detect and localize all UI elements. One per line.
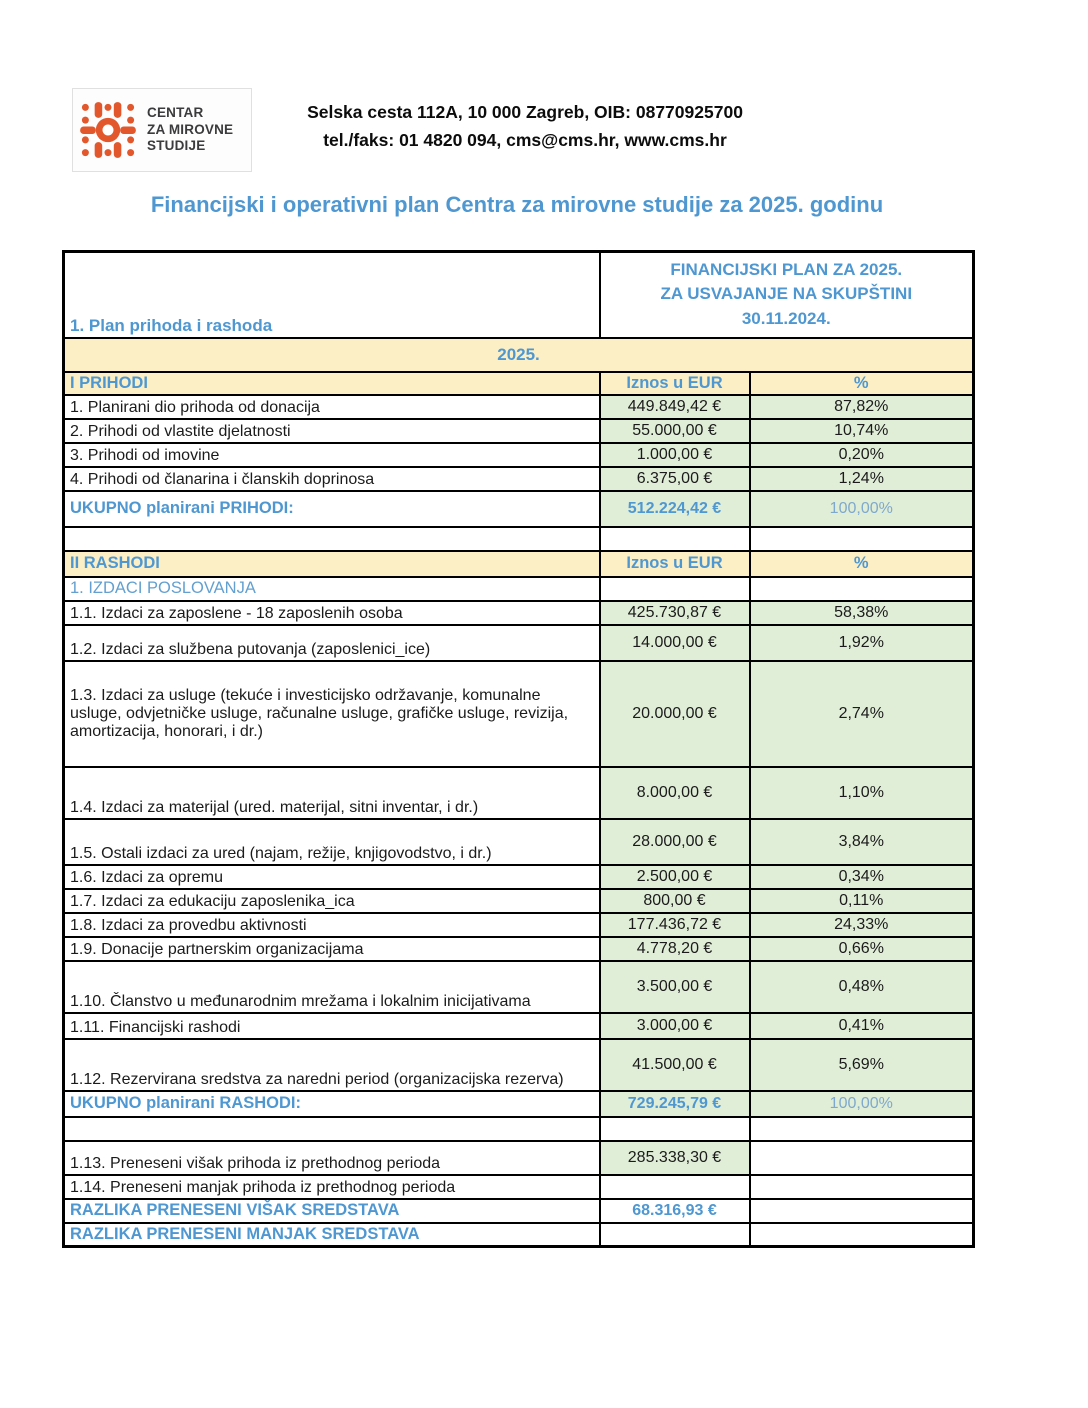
year-row	[64, 338, 974, 372]
row-label: 1.9. Donacije partnerskim organizacijama	[64, 937, 600, 961]
row-label: 1.1. Izdaci za zaposlene - 18 zaposlenih osoba	[64, 601, 600, 625]
row-percent: 87,82%	[750, 395, 974, 419]
row-percent: 3,84%	[750, 819, 974, 865]
spacer-row	[64, 527, 974, 551]
row-percent: 0,41%	[750, 1013, 974, 1039]
year-label: 2025.	[64, 338, 974, 372]
row-label: 1.14. Preneseni manjak prihoda iz prethodnog perioda	[64, 1175, 600, 1199]
row-percent	[750, 1175, 974, 1199]
row-percent: 0,34%	[750, 865, 974, 889]
table-row	[64, 551, 974, 577]
table-row	[64, 913, 974, 937]
row-amount	[600, 577, 750, 601]
address-line-2: tel./faks: 01 4820 094, cms@cms.hr, www.cms.hr	[323, 130, 727, 151]
row-percent	[750, 1141, 974, 1175]
row-amount	[600, 527, 750, 551]
plan-header	[600, 252, 974, 338]
row-label: 1.2. Izdaci za službena putovanja (zaposlenici_ice)	[64, 625, 600, 661]
table-row	[64, 819, 974, 865]
row-label: 1.5. Ostali izdaci za ured (najam, režije, knjigovodstvo, i dr.)	[64, 819, 600, 865]
total-label: UKUPNO planirani PRIHODI:	[64, 491, 600, 527]
row-percent	[750, 527, 974, 551]
row-amount: 8.000,00 €	[600, 767, 750, 819]
row-amount: 55.000,00 €	[600, 419, 750, 443]
row-percent: 0,48%	[750, 961, 974, 1013]
table-row	[64, 865, 974, 889]
row-amount	[600, 1117, 750, 1141]
org-contact-block	[255, 98, 795, 155]
subsection-label: 1. IZDACI POSLOVANJA	[64, 577, 600, 601]
table-row	[64, 1141, 974, 1175]
row-label: 1.11. Financijski rashodi	[64, 1013, 600, 1039]
row-percent: 1,10%	[750, 767, 974, 819]
row-percent: 10,74%	[750, 419, 974, 443]
plan-header-line: ZA USVAJANJE NA SKUPŠTINI	[660, 284, 913, 304]
total-percent: 100,00%	[750, 1091, 974, 1117]
row-amount: 1.000,00 €	[600, 443, 750, 467]
plan-header-line: 30.11.2024.	[741, 309, 831, 329]
row-amount: 6.375,00 €	[600, 467, 750, 491]
row-label: 1.10. Članstvo u međunarodnim mrežama i lokalnim inicijativama	[64, 961, 600, 1013]
table-header-row	[64, 252, 974, 338]
row-label: 4. Prihodi od članarina i članskih doprinosa	[64, 467, 600, 491]
table-row	[64, 1175, 974, 1199]
org-name-line: STUDIJE	[147, 138, 206, 154]
row-label: RAZLIKA PRENESENI MANJAK SREDSTAVA	[64, 1223, 600, 1247]
row-percent: 5,69%	[750, 1039, 974, 1091]
row-amount: 3.500,00 €	[600, 961, 750, 1013]
row-percent	[750, 577, 974, 601]
row-label	[64, 1117, 600, 1141]
row-label: 3. Prihodi od imovine	[64, 443, 600, 467]
cms-logo-icon	[79, 101, 137, 159]
row-amount: 68.316,93 €	[600, 1199, 750, 1223]
row-amount: 425.730,87 €	[600, 601, 750, 625]
difference-row	[64, 1199, 974, 1223]
column-header-percent: %	[750, 372, 974, 395]
document-title: Financijski i operativni plan Centra za mirovne studije za 2025. godinu	[150, 192, 884, 217]
table-row	[64, 395, 974, 419]
financial-plan-table	[62, 250, 975, 1248]
table-row	[64, 625, 974, 661]
org-name-line: ZA MIROVNE	[147, 121, 234, 137]
row-percent: 0,66%	[750, 937, 974, 961]
column-header-percent: %	[750, 551, 974, 577]
row-amount: 20.000,00 €	[600, 661, 750, 767]
row-amount	[600, 1175, 750, 1199]
table-row	[64, 937, 974, 961]
row-label: 2. Prihodi od vlastite djelatnosti	[64, 419, 600, 443]
section-header: II RASHODI	[64, 551, 600, 577]
total-row	[64, 491, 974, 527]
row-percent: 1,92%	[750, 625, 974, 661]
total-percent: 100,00%	[750, 491, 974, 527]
row-amount: 14.000,00 €	[600, 625, 750, 661]
row-percent: 1,24%	[750, 467, 974, 491]
table-row	[64, 1039, 974, 1091]
difference-row	[64, 1223, 974, 1247]
column-header-amount: Iznos u EUR	[600, 372, 750, 395]
row-percent	[750, 1117, 974, 1141]
row-label: RAZLIKA PRENESENI VIŠAK SREDSTAVA	[64, 1199, 600, 1223]
section-header: I PRIHODI	[64, 372, 600, 395]
row-label	[64, 527, 600, 551]
row-label: 1.8. Izdaci za provedbu aktivnosti	[64, 913, 600, 937]
address-line-1: Selska cesta 112A, 10 000 Zagreb, OIB: 08770925700	[307, 102, 743, 122]
table-row	[64, 661, 974, 767]
row-label: 1.4. Izdaci za materijal (ured. materijal, sitni inventar, i dr.)	[64, 767, 600, 819]
row-label: 1.12. Rezervirana sredstva za naredni period (organizacijska rezerva)	[64, 1039, 600, 1091]
spacer-row	[64, 1117, 974, 1141]
row-amount	[600, 1223, 750, 1247]
org-name	[147, 105, 233, 154]
row-amount: 2.500,00 €	[600, 865, 750, 889]
table-row	[64, 961, 974, 1013]
plan-header-line: FINANCIJSKI PLAN ZA 2025.	[670, 259, 903, 279]
column-header-amount: Iznos u EUR	[600, 551, 750, 577]
total-label: UKUPNO planirani RASHODI:	[64, 1091, 600, 1117]
row-amount: 3.000,00 €	[600, 1013, 750, 1039]
subsection-row	[64, 577, 974, 601]
row-amount: 177.436,72 €	[600, 913, 750, 937]
row-amount: 285.338,30 €	[600, 1141, 750, 1175]
row-amount: 41.500,00 €	[600, 1039, 750, 1091]
row-amount: 800,00 €	[600, 889, 750, 913]
row-amount: 449.849,42 €	[600, 395, 750, 419]
total-row	[64, 1091, 974, 1117]
row-percent: 0,20%	[750, 443, 974, 467]
row-percent	[750, 1199, 974, 1223]
row-label: 1. Planirani dio prihoda od donacija	[64, 395, 600, 419]
row-percent: 0,11%	[750, 889, 974, 913]
row-percent: 2,74%	[750, 661, 974, 767]
corner-label: 1. Plan prihoda i rashoda	[64, 252, 600, 338]
row-label: 1.13. Preneseni višak prihoda iz prethodnog perioda	[64, 1141, 600, 1175]
table-row	[64, 1013, 974, 1039]
row-label: 1.6. Izdaci za opremu	[64, 865, 600, 889]
table-row	[64, 601, 974, 625]
total-amount: 729.245,79 €	[600, 1091, 750, 1117]
table-row	[64, 467, 974, 491]
table-row	[64, 372, 974, 395]
row-amount: 28.000,00 €	[600, 819, 750, 865]
row-percent	[750, 1223, 974, 1247]
row-percent: 24,33%	[750, 913, 974, 937]
row-percent: 58,38%	[750, 601, 974, 625]
total-amount: 512.224,42 €	[600, 491, 750, 527]
row-label: 1.7. Izdaci za edukaciju zaposlenika_ica	[64, 889, 600, 913]
table-row	[64, 767, 974, 819]
table-row	[64, 889, 974, 913]
table-row	[64, 443, 974, 467]
org-logo	[72, 88, 252, 172]
table-row	[64, 419, 974, 443]
org-name-line: CENTAR	[147, 105, 204, 121]
row-amount: 4.778,20 €	[600, 937, 750, 961]
row-label: 1.3. Izdaci za usluge (tekuće i investicijsko održavanje, komunalne usluge, odvjetničke usluge, računalne usluge, grafičke usluge, revizija, amortizacija, honorari, i dr.)	[64, 661, 600, 767]
